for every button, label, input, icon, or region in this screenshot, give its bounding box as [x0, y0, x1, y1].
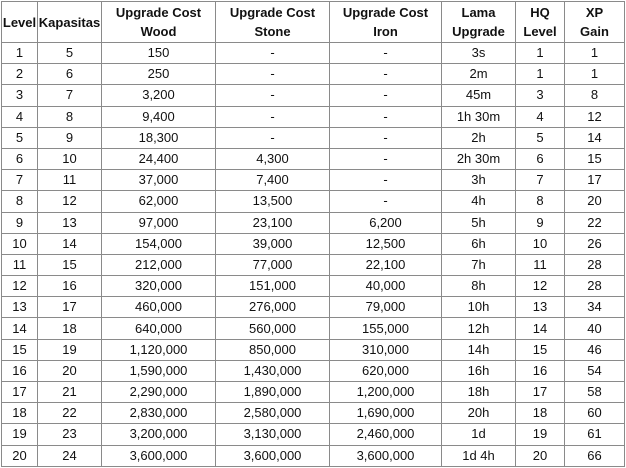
- header-hq-level-line: Level: [523, 24, 557, 39]
- cell-lama-upgrade: 18h: [442, 382, 516, 403]
- cell-hq-level: 4: [516, 106, 565, 127]
- table-row: [2, 254, 625, 275]
- cell-level: 5: [2, 127, 38, 148]
- cell-wood-cost: 320,000: [102, 276, 216, 297]
- cell-hq-level: 20: [516, 445, 565, 466]
- header-stone-cost-line: Upgrade Cost: [229, 5, 316, 20]
- cell-lama-upgrade: 2h: [442, 127, 516, 148]
- cell-stone-cost: 39,000: [216, 233, 330, 254]
- cell-hq-level: 17: [516, 382, 565, 403]
- cell-lama-upgrade: 1h 30m: [442, 106, 516, 127]
- cell-iron-cost: 22,100: [330, 254, 442, 275]
- cell-stone-cost: -: [216, 43, 330, 64]
- cell-iron-cost: 79,000: [330, 297, 442, 318]
- table-body: [2, 43, 625, 467]
- cell-lama-upgrade: 1d: [442, 424, 516, 445]
- header-iron-cost-line: Iron: [373, 24, 398, 39]
- cell-iron-cost: -: [330, 127, 442, 148]
- cell-level: 18: [2, 403, 38, 424]
- cell-iron-cost: -: [330, 85, 442, 106]
- cell-wood-cost: 1,120,000: [102, 339, 216, 360]
- cell-stone-cost: 1,430,000: [216, 360, 330, 381]
- cell-hq-level: 18: [516, 403, 565, 424]
- cell-kapasitas: 10: [38, 148, 102, 169]
- cell-iron-cost: 310,000: [330, 339, 442, 360]
- cell-kapasitas: 19: [38, 339, 102, 360]
- cell-stone-cost: 1,890,000: [216, 382, 330, 403]
- cell-lama-upgrade: 1d 4h: [442, 445, 516, 466]
- cell-stone-cost: 3,130,000: [216, 424, 330, 445]
- cell-lama-upgrade: 6h: [442, 233, 516, 254]
- cell-lama-upgrade: 5h: [442, 212, 516, 233]
- cell-stone-cost: 77,000: [216, 254, 330, 275]
- cell-stone-cost: 3,600,000: [216, 445, 330, 466]
- cell-stone-cost: 13,500: [216, 191, 330, 212]
- cell-lama-upgrade: 4h: [442, 191, 516, 212]
- cell-wood-cost: 3,600,000: [102, 445, 216, 466]
- cell-kapasitas: 24: [38, 445, 102, 466]
- header-row: [2, 2, 625, 43]
- header-wood-cost-line: Upgrade Cost: [115, 5, 202, 20]
- cell-lama-upgrade: 12h: [442, 318, 516, 339]
- cell-level: 12: [2, 276, 38, 297]
- cell-hq-level: 10: [516, 233, 565, 254]
- cell-wood-cost: 250: [102, 64, 216, 85]
- header-lama-upgrade: [442, 2, 516, 43]
- cell-hq-level: 19: [516, 424, 565, 445]
- cell-stone-cost: 560,000: [216, 318, 330, 339]
- cell-kapasitas: 16: [38, 276, 102, 297]
- table-row: [2, 382, 625, 403]
- header-stone-cost: [216, 2, 330, 43]
- cell-hq-level: 8: [516, 191, 565, 212]
- table-row: [2, 339, 625, 360]
- header-wood-cost: [102, 2, 216, 43]
- table-row: [2, 127, 625, 148]
- cell-iron-cost: 1,690,000: [330, 403, 442, 424]
- cell-xp-gain: 22: [565, 212, 625, 233]
- table-row: [2, 233, 625, 254]
- cell-level: 7: [2, 170, 38, 191]
- cell-xp-gain: 8: [565, 85, 625, 106]
- cell-xp-gain: 60: [565, 403, 625, 424]
- cell-lama-upgrade: 20h: [442, 403, 516, 424]
- cell-xp-gain: 28: [565, 276, 625, 297]
- cell-level: 15: [2, 339, 38, 360]
- cell-stone-cost: 151,000: [216, 276, 330, 297]
- cell-iron-cost: 1,200,000: [330, 382, 442, 403]
- cell-stone-cost: 23,100: [216, 212, 330, 233]
- cell-wood-cost: 460,000: [102, 297, 216, 318]
- cell-hq-level: 9: [516, 212, 565, 233]
- cell-wood-cost: 9,400: [102, 106, 216, 127]
- cell-stone-cost: 4,300: [216, 148, 330, 169]
- cell-kapasitas: 17: [38, 297, 102, 318]
- header-lama-upgrade-line: Upgrade: [452, 24, 505, 39]
- cell-lama-upgrade: 2m: [442, 64, 516, 85]
- table-row: [2, 43, 625, 64]
- cell-lama-upgrade: 14h: [442, 339, 516, 360]
- header-xp-gain-line: Gain: [580, 24, 609, 39]
- table-row: [2, 318, 625, 339]
- cell-level: 19: [2, 424, 38, 445]
- cell-level: 4: [2, 106, 38, 127]
- table-row: [2, 148, 625, 169]
- table-row: [2, 403, 625, 424]
- cell-iron-cost: -: [330, 170, 442, 191]
- table-row: [2, 297, 625, 318]
- cell-level: 14: [2, 318, 38, 339]
- table-row: [2, 191, 625, 212]
- cell-hq-level: 7: [516, 170, 565, 191]
- cell-xp-gain: 17: [565, 170, 625, 191]
- cell-wood-cost: 154,000: [102, 233, 216, 254]
- cell-level: 10: [2, 233, 38, 254]
- cell-hq-level: 5: [516, 127, 565, 148]
- header-xp-gain-line: XP: [585, 5, 604, 20]
- cell-kapasitas: 12: [38, 191, 102, 212]
- cell-iron-cost: -: [330, 64, 442, 85]
- cell-xp-gain: 66: [565, 445, 625, 466]
- cell-xp-gain: 12: [565, 106, 625, 127]
- cell-stone-cost: 7,400: [216, 170, 330, 191]
- cell-xp-gain: 20: [565, 191, 625, 212]
- cell-xp-gain: 54: [565, 360, 625, 381]
- cell-wood-cost: 2,830,000: [102, 403, 216, 424]
- cell-stone-cost: -: [216, 64, 330, 85]
- table-row: [2, 424, 625, 445]
- header-lama-upgrade-line: Lama: [461, 5, 496, 20]
- header-hq-level-line: HQ: [530, 5, 550, 20]
- cell-iron-cost: -: [330, 43, 442, 64]
- cell-lama-upgrade: 10h: [442, 297, 516, 318]
- cell-iron-cost: 12,500: [330, 233, 442, 254]
- cell-level: 6: [2, 148, 38, 169]
- cell-stone-cost: 850,000: [216, 339, 330, 360]
- cell-xp-gain: 34: [565, 297, 625, 318]
- cell-kapasitas: 7: [38, 85, 102, 106]
- cell-lama-upgrade: 45m: [442, 85, 516, 106]
- cell-level: 13: [2, 297, 38, 318]
- cell-lama-upgrade: 3h: [442, 170, 516, 191]
- cell-kapasitas: 6: [38, 64, 102, 85]
- cell-kapasitas: 21: [38, 382, 102, 403]
- cell-kapasitas: 8: [38, 106, 102, 127]
- cell-level: 11: [2, 254, 38, 275]
- cell-stone-cost: -: [216, 106, 330, 127]
- cell-xp-gain: 28: [565, 254, 625, 275]
- cell-hq-level: 15: [516, 339, 565, 360]
- header-kapasitas: [38, 2, 102, 43]
- header-stone-cost-line: Stone: [254, 24, 291, 39]
- header-iron-cost-line: Upgrade Cost: [342, 5, 429, 20]
- cell-wood-cost: 1,590,000: [102, 360, 216, 381]
- cell-wood-cost: 3,200,000: [102, 424, 216, 445]
- cell-kapasitas: 14: [38, 233, 102, 254]
- cell-level: 17: [2, 382, 38, 403]
- table-row: [2, 64, 625, 85]
- cell-stone-cost: -: [216, 127, 330, 148]
- cell-wood-cost: 2,290,000: [102, 382, 216, 403]
- cell-kapasitas: 23: [38, 424, 102, 445]
- cell-kapasitas: 5: [38, 43, 102, 64]
- cell-level: 20: [2, 445, 38, 466]
- cell-lama-upgrade: 2h 30m: [442, 148, 516, 169]
- upgrade-table: [1, 1, 625, 467]
- cell-kapasitas: 15: [38, 254, 102, 275]
- cell-level: 9: [2, 212, 38, 233]
- cell-xp-gain: 14: [565, 127, 625, 148]
- cell-level: 2: [2, 64, 38, 85]
- header-level: [2, 2, 38, 43]
- cell-wood-cost: 97,000: [102, 212, 216, 233]
- cell-xp-gain: 1: [565, 43, 625, 64]
- cell-xp-gain: 58: [565, 382, 625, 403]
- cell-level: 1: [2, 43, 38, 64]
- cell-hq-level: 12: [516, 276, 565, 297]
- cell-iron-cost: -: [330, 148, 442, 169]
- table-row: [2, 85, 625, 106]
- cell-wood-cost: 212,000: [102, 254, 216, 275]
- cell-lama-upgrade: 3s: [442, 43, 516, 64]
- header-iron-cost: [330, 2, 442, 43]
- cell-iron-cost: 155,000: [330, 318, 442, 339]
- cell-kapasitas: 22: [38, 403, 102, 424]
- cell-xp-gain: 46: [565, 339, 625, 360]
- cell-iron-cost: 3,600,000: [330, 445, 442, 466]
- cell-iron-cost: -: [330, 191, 442, 212]
- table-row: [2, 276, 625, 297]
- cell-wood-cost: 150: [102, 43, 216, 64]
- header-kapasitas-line: Kapasitas: [38, 14, 101, 30]
- cell-hq-level: 3: [516, 85, 565, 106]
- cell-iron-cost: 40,000: [330, 276, 442, 297]
- cell-iron-cost: -: [330, 106, 442, 127]
- cell-kapasitas: 9: [38, 127, 102, 148]
- cell-xp-gain: 1: [565, 64, 625, 85]
- cell-kapasitas: 18: [38, 318, 102, 339]
- cell-lama-upgrade: 7h: [442, 254, 516, 275]
- cell-kapasitas: 13: [38, 212, 102, 233]
- cell-wood-cost: 24,400: [102, 148, 216, 169]
- cell-xp-gain: 26: [565, 233, 625, 254]
- cell-wood-cost: 3,200: [102, 85, 216, 106]
- cell-lama-upgrade: 8h: [442, 276, 516, 297]
- table-row: [2, 445, 625, 466]
- cell-level: 16: [2, 360, 38, 381]
- cell-level: 8: [2, 191, 38, 212]
- cell-xp-gain: 61: [565, 424, 625, 445]
- header-hq-level: [516, 2, 565, 43]
- cell-stone-cost: -: [216, 85, 330, 106]
- cell-hq-level: 1: [516, 64, 565, 85]
- cell-wood-cost: 37,000: [102, 170, 216, 191]
- header-level-line: Level: [2, 14, 37, 30]
- cell-hq-level: 11: [516, 254, 565, 275]
- cell-iron-cost: 6,200: [330, 212, 442, 233]
- cell-iron-cost: 2,460,000: [330, 424, 442, 445]
- cell-kapasitas: 20: [38, 360, 102, 381]
- table-row: [2, 170, 625, 191]
- cell-xp-gain: 15: [565, 148, 625, 169]
- cell-hq-level: 6: [516, 148, 565, 169]
- cell-xp-gain: 40: [565, 318, 625, 339]
- cell-hq-level: 14: [516, 318, 565, 339]
- cell-wood-cost: 640,000: [102, 318, 216, 339]
- table-row: [2, 106, 625, 127]
- header-wood-cost-line: Wood: [140, 24, 177, 39]
- table-row: [2, 360, 625, 381]
- cell-wood-cost: 18,300: [102, 127, 216, 148]
- cell-stone-cost: 276,000: [216, 297, 330, 318]
- cell-hq-level: 16: [516, 360, 565, 381]
- table-row: [2, 212, 625, 233]
- cell-hq-level: 13: [516, 297, 565, 318]
- cell-stone-cost: 2,580,000: [216, 403, 330, 424]
- cell-hq-level: 1: [516, 43, 565, 64]
- cell-lama-upgrade: 16h: [442, 360, 516, 381]
- cell-iron-cost: 620,000: [330, 360, 442, 381]
- header-xp-gain: [565, 2, 625, 43]
- cell-level: 3: [2, 85, 38, 106]
- cell-kapasitas: 11: [38, 170, 102, 191]
- cell-wood-cost: 62,000: [102, 191, 216, 212]
